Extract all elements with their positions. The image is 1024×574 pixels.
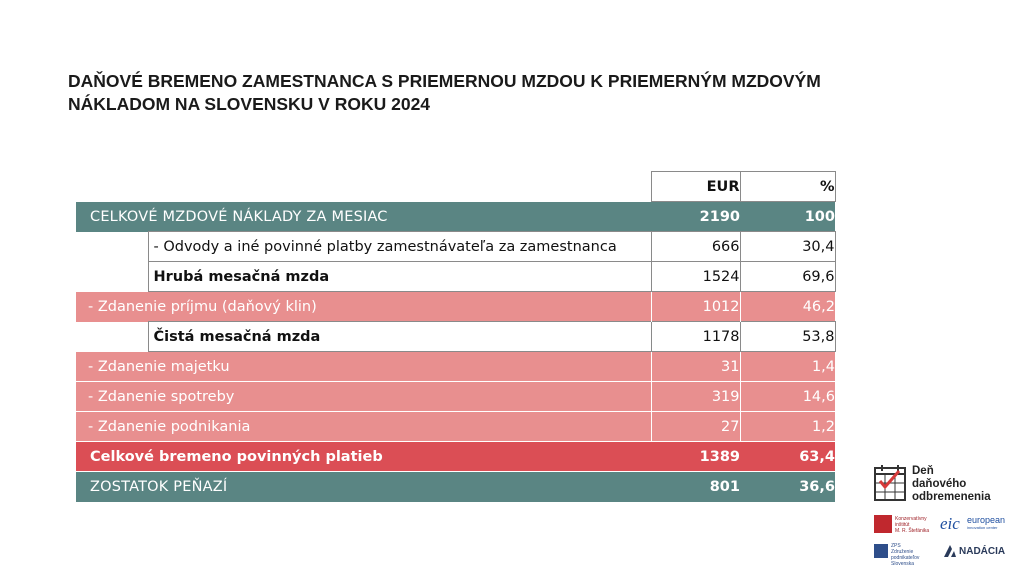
- row-eur: 27: [651, 412, 740, 442]
- row-eur: 2190: [651, 202, 740, 232]
- table-row: [76, 382, 835, 412]
- table-row: [76, 322, 835, 352]
- row-label: CELKOVÉ MZDOVÉ NÁKLADY ZA MESIAC: [76, 202, 651, 232]
- table-row: [76, 442, 835, 472]
- zps-line-1: ZPS: [891, 543, 901, 549]
- table-row: [76, 262, 835, 292]
- row-label: - Zdanenie majetku: [76, 352, 651, 382]
- table-row: [76, 472, 835, 502]
- row-label: - Odvody a iné povinné platby zamestnávateľa za zamestnanca: [148, 232, 651, 262]
- row-percent: 69,6: [740, 262, 835, 292]
- header-eur: EUR: [651, 172, 740, 202]
- row-eur: 801: [651, 472, 740, 502]
- den-danoveho-odbremenenia-logo: [874, 465, 1004, 507]
- kinst-line-1: Konzervatívny: [895, 516, 927, 522]
- row-label: Hrubá mesačná mzda: [148, 262, 651, 292]
- eic-line-2: innovation center: [967, 525, 998, 530]
- row-eur: 31: [651, 352, 740, 382]
- nadacia-logo: [943, 544, 1013, 562]
- table-row: [76, 352, 835, 382]
- den-logo-line-2: daňového: [912, 478, 967, 490]
- row-percent: 53,8: [740, 322, 835, 352]
- zps-line-3: Slovenska: [891, 561, 915, 567]
- table-row: [76, 232, 835, 262]
- kinst-line-2: inštitút: [895, 522, 910, 528]
- kinst-mark-icon: [874, 515, 892, 533]
- page-title: [68, 70, 888, 116]
- row-eur: 1012: [651, 292, 740, 322]
- row-percent: 30,4: [740, 232, 835, 262]
- row-eur: 666: [651, 232, 740, 262]
- header-percent: %: [740, 172, 835, 202]
- nadacia-mark-icon: [943, 544, 957, 558]
- row-label: - Zdanenie príjmu (daňový klin): [76, 292, 651, 322]
- row-eur: 319: [651, 382, 740, 412]
- zps-logo: [874, 542, 936, 567]
- nadacia-name: NADÁCIA: [959, 546, 1006, 557]
- row-percent: 100: [740, 202, 835, 232]
- den-logo-line-1: Deň: [912, 465, 934, 477]
- row-label: - Zdanenie spotreby: [76, 382, 651, 412]
- row-percent: 36,6: [740, 472, 835, 502]
- row-percent: 1,2: [740, 412, 835, 442]
- calendar-icon: [874, 465, 906, 501]
- title-line-2: NÁKLADOM NA SLOVENSKU V ROKU 2024: [68, 94, 431, 114]
- zps-line-2: Združenie podnikateľov: [891, 549, 920, 561]
- title-line-1: DAŇOVÉ BREMENO ZAMESTNANCA S PRIEMERNOU MZDOU K PRIEMERNÝM MZDOVÝM: [68, 71, 821, 91]
- row-label: ZOSTATOK PEŇAZÍ: [76, 472, 651, 502]
- table-row: [76, 202, 835, 232]
- zps-mark-icon: [874, 544, 888, 558]
- row-eur: 1524: [651, 262, 740, 292]
- den-logo-line-3: odbremenenia: [912, 491, 991, 503]
- tax-burden-table: [76, 171, 836, 502]
- kinst-line-3: M. R. Štefánika: [895, 528, 930, 534]
- table-row: [76, 412, 835, 442]
- row-percent: 46,2: [740, 292, 835, 322]
- table-header-row: [76, 172, 835, 202]
- table-row: [76, 292, 835, 322]
- row-percent: 1,4: [740, 352, 835, 382]
- row-eur: 1178: [651, 322, 740, 352]
- row-label: - Zdanenie podnikania: [76, 412, 651, 442]
- row-percent: 63,4: [740, 442, 835, 472]
- konzervativny-institut-logo: [874, 515, 934, 537]
- row-label: Celkové bremeno povinných platieb: [76, 442, 651, 472]
- row-label: Čistá mesačná mzda: [148, 322, 651, 352]
- eic-mark: eic: [940, 514, 960, 533]
- eic-line-1: european: [967, 515, 1006, 525]
- row-eur: 1389: [651, 442, 740, 472]
- row-percent: 14,6: [740, 382, 835, 412]
- european-innovation-center-logo: [940, 514, 1010, 538]
